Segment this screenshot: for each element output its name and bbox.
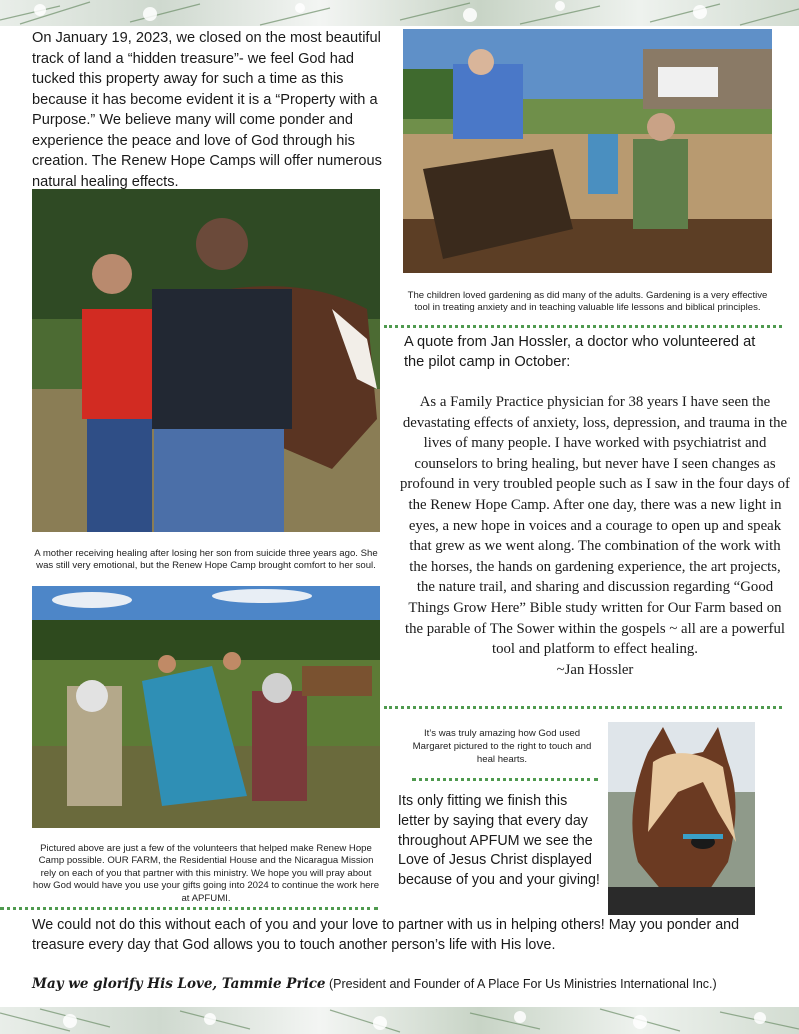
quote-intro: A quote from Jan Hossler, a doctor who volunteered at the pilot camp in October:	[404, 334, 756, 370]
gardening-photo	[403, 29, 772, 273]
signature-title: (President and Founder of A Place For Us Ministries International Inc.)	[329, 977, 717, 991]
quote-author: ~Jan Hossler	[556, 661, 634, 678]
volunteers-caption: Pictured above are just a few of the volunteers that helped make Renew Hope Camp possible. OUR FARM, the Residential House and the Nicaragua Mission rely on each of you that partner with this ministry. We hope you will pray about how God would have you use your gifts going into 2024 to continue the work here at APFUMI.	[32, 842, 380, 904]
bottom-pine-banner	[0, 1007, 799, 1034]
margaret-note: It’s was truly amazing how God used Margaret pictured to the right to touch and heal hearts.	[412, 728, 592, 765]
top-pine-banner	[0, 0, 799, 26]
dotted-divider	[0, 907, 378, 910]
volunteers-table-photo	[32, 586, 380, 828]
closing-statement: Its only fitting we finish this letter by saying that every day throughout APFUM we see the Love of Jesus Christ displayed because of you and your giving!	[398, 793, 600, 889]
horse-caption: A mother receiving healing after losing her son from suicide three years ago. She was still very emotional, but the Renew Hope Camp brought comfort to her soul.	[34, 547, 378, 572]
dotted-divider	[384, 706, 782, 709]
dotted-divider	[384, 325, 782, 328]
quote-body: As a Family Practice physician for 38 years I have seen the devastating effects of anxiety, loss, depression, and trauma in the lives of many people. I have worked with psychiatrist and counselors to bring healing, but never have I seen changes as profound in very troubled people such as I saw in the four days of the Renew Hope Camp. After one day, there was a new light in eyes, a new hope in voices and a courage to open up and speak that grew as we went along. The combination of the work with the horses, the hands on gardening experience, the art projects, the nature trail, and sharing and discussion regarding “Good Things Grow Here” Bible study written for Our Farm based on the parable of The Sower within the gospels ~ all are a powerful tool and platform to effect healing.	[400, 394, 790, 658]
intro-paragraph: On January 19, 2023, we closed on the most beautiful track of land a “hidden treasure”- we feel God had tucked this property away for such a time as this because it has become evident it is a “Property with a Purpose.” We believe many will come ponder and experience the peace and love of God through his creation. The Renew Hope Camps will offer numerous natural healing effects.	[32, 30, 382, 190]
gardening-caption: The children loved gardening as did many of the adults. Gardening is a very effective tool in treating anxiety and in teaching valuable life lessons and biblical principles.	[407, 289, 768, 314]
thanks-paragraph: We could not do this without each of you and your love to partner with us in helping others! May you ponder and treasure every day that God allows you to touch another person’s life with His love.	[32, 917, 740, 953]
doctor-quote	[400, 392, 790, 680]
margaret-horse-photo	[608, 722, 755, 915]
signature-line	[32, 976, 792, 992]
signature: May we glorify His Love, Tammie Price	[32, 976, 326, 992]
dotted-divider	[412, 778, 598, 781]
horse-healing-photo	[32, 189, 380, 532]
